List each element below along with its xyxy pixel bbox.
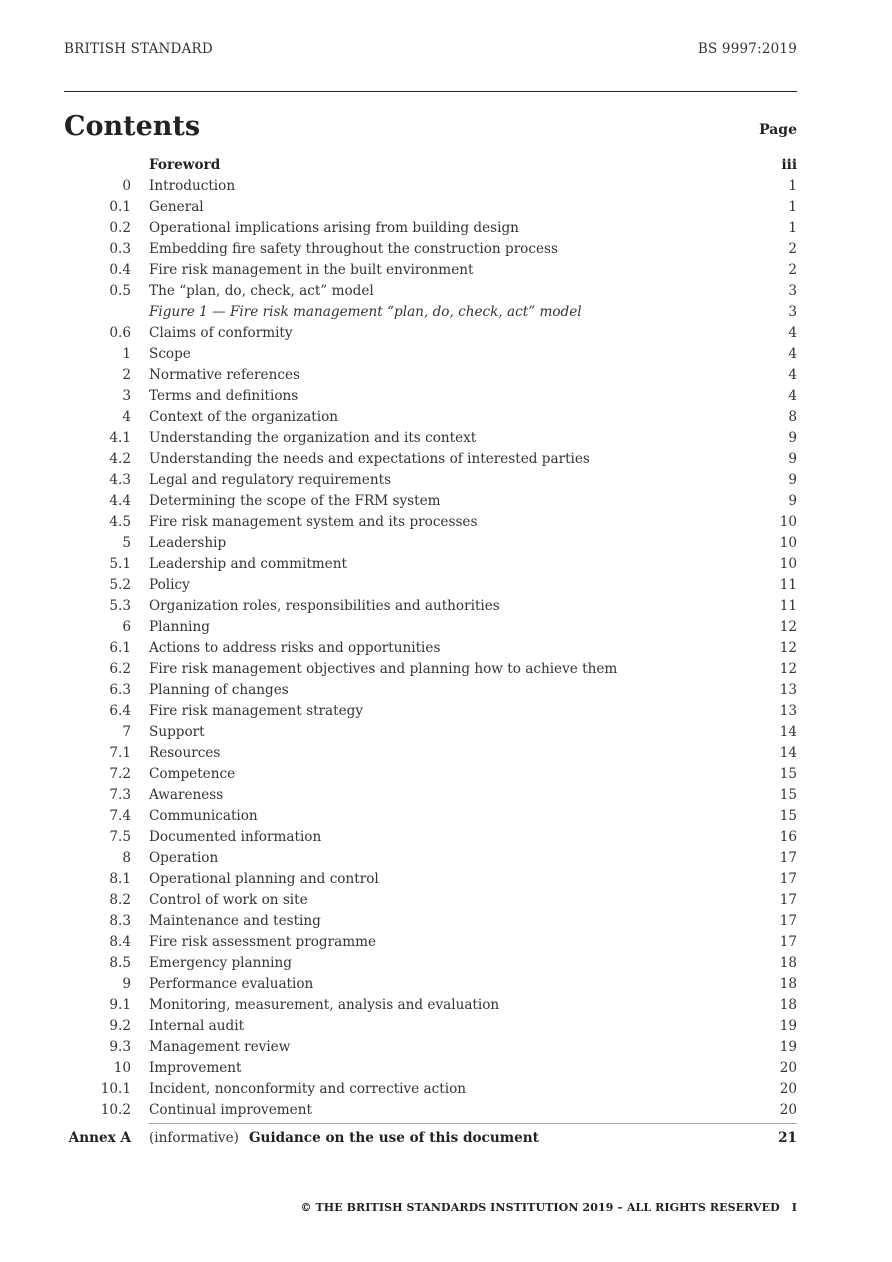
- toc-entry[interactable]: [64, 532, 797, 553]
- toc-entry[interactable]: [64, 742, 797, 763]
- toc-entry-title: Operational implications arising from building design: [149, 219, 519, 236]
- toc-entry[interactable]: [64, 1036, 797, 1057]
- toc-entry-number: 2: [122, 366, 131, 383]
- toc-entry-page: 14: [779, 723, 797, 740]
- toc-entry[interactable]: [64, 637, 797, 658]
- toc-entry-page: 17: [779, 849, 797, 866]
- toc-entry[interactable]: [64, 889, 797, 910]
- toc-entry-title: Introduction: [149, 177, 236, 194]
- toc-entry[interactable]: [64, 280, 797, 301]
- toc-entry-number: 7.3: [109, 786, 131, 803]
- toc-entry-annex-a[interactable]: [64, 1126, 797, 1150]
- toc-entry-page: 19: [779, 1017, 797, 1034]
- toc-entry-title: Foreword: [149, 156, 221, 173]
- toc-entry-number: 5.1: [109, 555, 131, 572]
- toc-entry-page: 13: [779, 702, 797, 719]
- toc-entry-title: Embedding fire safety throughout the construction process: [149, 240, 558, 257]
- toc-entry-title: Actions to address risks and opportunities: [149, 639, 441, 656]
- toc-entry-title: Operation: [149, 849, 219, 866]
- toc-entry-title: Fire risk management strategy: [149, 702, 364, 719]
- toc-entry[interactable]: [64, 658, 797, 679]
- toc-entry-title: Incident, nonconformity and corrective action: [149, 1080, 467, 1097]
- toc-entry-title: Emergency planning: [149, 954, 292, 971]
- toc-entry[interactable]: [64, 994, 797, 1015]
- toc-entry-title: Support: [149, 723, 205, 740]
- toc-entry[interactable]: [64, 322, 797, 343]
- toc-entry-title: General: [149, 198, 204, 215]
- toc-entry-number: Annex A: [68, 1130, 131, 1146]
- toc-entry[interactable]: [64, 553, 797, 574]
- toc-entry-number: 6: [122, 618, 131, 635]
- toc-entry-page: 11: [779, 597, 797, 614]
- toc-entry[interactable]: [64, 259, 797, 280]
- toc-entry-number: 0.3: [109, 240, 131, 257]
- toc-entry-number: 9.1: [109, 996, 131, 1013]
- toc-entry[interactable]: [64, 343, 797, 364]
- toc-entry-title: Improvement: [149, 1059, 242, 1076]
- toc-entry-title: Understanding the organization and its context: [149, 429, 477, 446]
- toc-entry-page: 9: [788, 492, 797, 509]
- toc-entry-number: 6.3: [109, 681, 131, 698]
- toc-entry-title: Policy: [149, 576, 190, 593]
- toc-entry-page: 20: [779, 1080, 797, 1097]
- toc-entry-page: 16: [779, 828, 797, 845]
- toc-entry-title: Competence: [149, 765, 236, 782]
- toc-entry-page: 21: [778, 1130, 797, 1146]
- toc-entry-page: 17: [779, 933, 797, 950]
- toc-entry-title: Scope: [149, 345, 191, 362]
- toc-entry-page: 2: [788, 261, 797, 278]
- toc-entry-page: 10: [779, 555, 797, 572]
- toc-entry-page: 15: [779, 807, 797, 824]
- toc-entry-number: 7.4: [109, 807, 131, 824]
- toc-entry-number: 0.1: [109, 198, 131, 215]
- toc-entry-title: Fire risk management system and its processes: [149, 513, 478, 530]
- toc-entry-number: 5: [122, 534, 131, 551]
- toc-entry-number: 7.1: [109, 744, 131, 761]
- toc-entry-page: 9: [788, 429, 797, 446]
- toc-entry-number: 7: [122, 723, 131, 740]
- toc-entry-page: 3: [788, 282, 797, 299]
- toc-entry-page: 1: [788, 177, 797, 194]
- toc-entry[interactable]: [64, 154, 797, 175]
- toc-entry[interactable]: [64, 1099, 797, 1120]
- toc-entry[interactable]: [64, 427, 797, 448]
- toc-entry[interactable]: [64, 490, 797, 511]
- toc-entry-page: 4: [788, 387, 797, 404]
- toc-entry-number: 9: [122, 975, 131, 992]
- toc-entry-number: 0.2: [109, 219, 131, 236]
- toc-entry-number: 10.1: [100, 1080, 131, 1097]
- toc-entry[interactable]: [64, 385, 797, 406]
- toc-entry-page: 20: [779, 1059, 797, 1076]
- toc-entry[interactable]: [64, 301, 797, 322]
- toc-entry-title: Fire risk management objectives and planning how to achieve them: [149, 660, 618, 677]
- toc-entry-number: 1: [122, 345, 131, 362]
- toc-entry-title: Fire risk management in the built environment: [149, 261, 474, 278]
- toc-entry-number: 8.5: [109, 954, 131, 971]
- toc-entry-number: 7.2: [109, 765, 131, 782]
- annex-title: Guidance on the use of this document: [248, 1130, 539, 1146]
- toc-entry-page: 17: [779, 891, 797, 908]
- toc-entry-title: Monitoring, measurement, analysis and evaluation: [149, 996, 500, 1013]
- toc-entry-title: Planning: [149, 618, 210, 635]
- toc-entry-title: Internal audit: [149, 1017, 245, 1034]
- toc-entry-page: 9: [788, 450, 797, 467]
- toc-entry[interactable]: [64, 574, 797, 595]
- toc-entry[interactable]: [64, 805, 797, 826]
- footer: [300, 1201, 797, 1214]
- toc-entry[interactable]: [64, 595, 797, 616]
- toc-entry-number: 5.2: [109, 576, 131, 593]
- toc-entry-page: 14: [779, 744, 797, 761]
- toc-entry-page: 18: [779, 996, 797, 1013]
- toc-entry-number: 9.2: [109, 1017, 131, 1034]
- toc-entry-title: [149, 1130, 737, 1146]
- toc-entry[interactable]: [64, 175, 797, 196]
- toc-entry-number: 4.5: [109, 513, 131, 530]
- toc-entry-page: 12: [779, 660, 797, 677]
- toc-entry-page: 2: [788, 240, 797, 257]
- toc-entry-page: 8: [788, 408, 797, 425]
- toc-entry-number: 0.6: [109, 324, 131, 341]
- header-left: BRITISH STANDARD: [64, 41, 213, 57]
- toc-entry-number: 8: [122, 849, 131, 866]
- running-header: [64, 41, 797, 57]
- toc-entry-number: 10: [113, 1059, 131, 1076]
- toc-entry-title: Communication: [149, 807, 258, 824]
- toc-entry-page: 20: [779, 1101, 797, 1118]
- toc-entry-page: 15: [779, 765, 797, 782]
- toc-entry-number: 0.4: [109, 261, 131, 278]
- toc-entry-number: 8.4: [109, 933, 131, 950]
- toc-entry-page: 9: [788, 471, 797, 488]
- footer-copyright: © THE BRITISH STANDARDS INSTITUTION 2019 – ALL RIGHTS RESERVED: [300, 1201, 780, 1214]
- toc-entry-page: 17: [779, 912, 797, 929]
- toc-entry-page: 1: [788, 219, 797, 236]
- toc-entry-title: Maintenance and testing: [149, 912, 321, 929]
- toc-entry-title: The “plan, do, check, act” model: [149, 282, 374, 299]
- toc-entry-page: 12: [779, 639, 797, 656]
- title-row: [64, 111, 797, 142]
- toc-entry[interactable]: [64, 469, 797, 490]
- toc-entry-page: 19: [779, 1038, 797, 1055]
- header-rule: [64, 91, 797, 92]
- toc-entry-title: Normative references: [149, 366, 300, 383]
- toc-entry-number: 4.2: [109, 450, 131, 467]
- toc-entry[interactable]: [64, 448, 797, 469]
- page-title: Contents: [64, 111, 201, 142]
- toc-entry[interactable]: [64, 616, 797, 637]
- toc-entry-page: iii: [781, 156, 797, 173]
- toc-entry-title: Performance evaluation: [149, 975, 314, 992]
- toc-entry[interactable]: [64, 826, 797, 847]
- toc-entry-number: 0.5: [109, 282, 131, 299]
- toc-entry-title: Claims of conformity: [149, 324, 293, 341]
- toc-entry-page: 10: [779, 513, 797, 530]
- toc-entry[interactable]: [64, 952, 797, 973]
- toc-entry-title: Documented information: [149, 828, 322, 845]
- toc-entry-number: 9.3: [109, 1038, 131, 1055]
- toc-entry-title: Awareness: [149, 786, 224, 803]
- toc-entry-title: Control of work on site: [149, 891, 308, 908]
- toc-entry[interactable]: [64, 784, 797, 805]
- toc-entry-page: 1: [788, 198, 797, 215]
- toc-entry[interactable]: [64, 931, 797, 952]
- annex-divider: [149, 1123, 797, 1124]
- toc-entry-page: 15: [779, 786, 797, 803]
- table-of-contents: [64, 154, 797, 1150]
- toc-entry[interactable]: [64, 1078, 797, 1099]
- toc-entry-title: Fire risk assessment programme: [149, 933, 377, 950]
- toc-entry-number: 4.3: [109, 471, 131, 488]
- toc-entry-page: 4: [788, 366, 797, 383]
- toc-entry-number: 6.1: [109, 639, 131, 656]
- toc-entry-page: 4: [788, 345, 797, 362]
- toc-entry-number: 4: [122, 408, 131, 425]
- toc-entry[interactable]: [64, 700, 797, 721]
- toc-entry[interactable]: [64, 217, 797, 238]
- toc-entry-number: 3: [122, 387, 131, 404]
- toc-entry-title: Operational planning and control: [149, 870, 379, 887]
- toc-entry[interactable]: [64, 238, 797, 259]
- toc-entry-number: 8.2: [109, 891, 131, 908]
- toc-entry-title: Figure 1 — Fire risk management “plan, do, check, act” model: [149, 303, 582, 320]
- page-folio: I: [791, 1201, 797, 1214]
- toc-entry-page: 18: [779, 975, 797, 992]
- toc-entry-title: Resources: [149, 744, 221, 761]
- toc-entry-page: 12: [779, 618, 797, 635]
- toc-entry-number: 0: [122, 177, 131, 194]
- toc-entry[interactable]: [64, 847, 797, 868]
- toc-entry[interactable]: [64, 1015, 797, 1036]
- toc-entry-title: Continual improvement: [149, 1101, 312, 1118]
- toc-entry[interactable]: [64, 910, 797, 931]
- toc-entry[interactable]: [64, 721, 797, 742]
- toc-entry-page: 11: [779, 576, 797, 593]
- toc-entry-title: Legal and regulatory requirements: [149, 471, 392, 488]
- toc-entry-number: 6.2: [109, 660, 131, 677]
- toc-entry[interactable]: [64, 1057, 797, 1078]
- toc-entry-title: Terms and definitions: [149, 387, 299, 404]
- toc-entry[interactable]: [64, 763, 797, 784]
- toc-entry-number: 7.5: [109, 828, 131, 845]
- toc-entry-page: 17: [779, 870, 797, 887]
- toc-entry-page: 18: [779, 954, 797, 971]
- toc-entry[interactable]: [64, 406, 797, 427]
- toc-entry-number: 5.3: [109, 597, 131, 614]
- toc-entry-page: 4: [788, 324, 797, 341]
- toc-entry-number: 8.1: [109, 870, 131, 887]
- toc-entry-title: Leadership and commitment: [149, 555, 347, 572]
- toc-entry[interactable]: [64, 364, 797, 385]
- header-right: BS 9997:2019: [697, 41, 797, 57]
- toc-entry[interactable]: [64, 679, 797, 700]
- toc-entry-page: 10: [779, 534, 797, 551]
- toc-entry-title: Planning of changes: [149, 681, 289, 698]
- toc-entry-number: 10.2: [100, 1101, 131, 1118]
- toc-entry-title: Understanding the needs and expectations of interested parties: [149, 450, 590, 467]
- toc-entry-title: Context of the organization: [149, 408, 339, 425]
- toc-entry-title: Management review: [149, 1038, 291, 1055]
- toc-entry[interactable]: [64, 868, 797, 889]
- toc-entry-page: 3: [788, 303, 797, 320]
- toc-entry-title: Leadership: [149, 534, 227, 551]
- toc-entry-number: 8.3: [109, 912, 131, 929]
- page-column-label: Page: [759, 122, 797, 138]
- toc-entry-number: 4.4: [109, 492, 131, 509]
- toc-entry[interactable]: [64, 973, 797, 994]
- annex-type: (informative): [149, 1130, 239, 1146]
- toc-entry[interactable]: [64, 511, 797, 532]
- toc-entry-number: 6.4: [109, 702, 131, 719]
- toc-entry-number: 4.1: [109, 429, 131, 446]
- toc-entry-page: 13: [779, 681, 797, 698]
- toc-entry[interactable]: [64, 196, 797, 217]
- toc-entry-title: Determining the scope of the FRM system: [149, 492, 441, 509]
- toc-entry-title: Organization roles, responsibilities and authorities: [149, 597, 500, 614]
